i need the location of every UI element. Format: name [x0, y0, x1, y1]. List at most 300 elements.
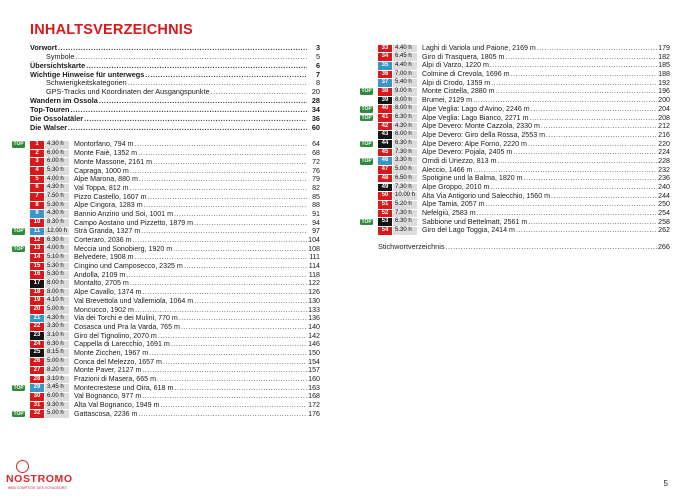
tour-page: 236: [658, 174, 670, 183]
tour-entry[interactable]: [13, 409, 320, 419]
tour-number-badge: 5: [30, 176, 44, 184]
tour-duration: 4.00 h: [45, 245, 69, 253]
tour-number-badge: 17: [30, 280, 44, 288]
tour-entry[interactable]: [378, 174, 670, 183]
tour-page: 262: [658, 226, 670, 235]
tour-number-badge: 52: [378, 210, 392, 218]
leader-dots: [144, 201, 307, 210]
tour-entry[interactable]: [30, 201, 320, 210]
tour-page: 108: [308, 244, 320, 253]
tour-page: 79: [312, 175, 320, 184]
tour-duration: 5.30 h: [393, 227, 417, 235]
tour-number-badge: 11: [30, 228, 44, 236]
tour-duration: 4.10 h: [45, 297, 69, 305]
tour-title: Alpe Marona, 880 m: [74, 175, 138, 184]
tour-page: 212: [658, 122, 670, 131]
tour-entry[interactable]: [13, 244, 320, 254]
tour-entry[interactable]: [30, 323, 320, 332]
tour-number-badge: 43: [378, 131, 392, 139]
tour-number-badge: 37: [378, 79, 392, 87]
tour-entry[interactable]: [378, 70, 670, 79]
page-title: INHALTSVERZEICHNIS: [30, 22, 193, 38]
tour-entry[interactable]: [30, 332, 320, 341]
leader-dots: [145, 71, 307, 80]
top-badge: TOP: [13, 228, 24, 235]
tour-title: Alpe Tamia, 2057 m: [422, 200, 485, 209]
leader-dots: [179, 314, 307, 323]
tour-entry[interactable]: [30, 167, 320, 176]
tour-duration: 5.00 h: [45, 410, 69, 418]
tour-page: 185: [658, 61, 670, 70]
tour-duration: 3.10 h: [45, 332, 69, 340]
tour-number-badge: 29: [30, 384, 44, 392]
tour-duration: 8.30 h: [45, 219, 69, 227]
tour-page: 163: [308, 383, 320, 392]
tour-duration: 7.30 h: [393, 184, 417, 192]
leader-dots: [171, 340, 307, 349]
top-badge: TOP: [361, 114, 372, 121]
tour-entry[interactable]: [13, 383, 320, 393]
leader-dots: [149, 349, 307, 358]
tour-duration: 12.00 h: [47, 227, 68, 234]
toc-entry-title: Top-Touren: [30, 104, 70, 114]
tour-page: 88: [312, 201, 320, 210]
leader-dots: [148, 193, 307, 202]
tour-duration: 7.30 h: [393, 210, 417, 218]
tour-title: Alpe Devero: Pojala, 2405 m: [422, 148, 513, 157]
leader-dots: [516, 226, 657, 235]
toc-entry-title: Schwierigkeitskategorien: [46, 78, 127, 88]
tour-number-badge: 12: [30, 237, 44, 245]
tour-number-badge: 9: [30, 210, 44, 218]
tour-entry[interactable]: [30, 314, 320, 323]
tour-title: Alpi di Varzo, 1220 m: [422, 61, 489, 70]
tour-title: Pizzo Castello, 1607 m: [74, 192, 147, 201]
tour-entry[interactable]: [378, 53, 670, 62]
tour-title: Monte Faiè, 1352 m: [74, 149, 138, 158]
tour-number-badge: 32: [30, 410, 44, 418]
tour-duration: 7.30 h: [393, 149, 417, 157]
tour-duration: 6.30 h: [45, 341, 69, 349]
tour-title: Via dei Torchi e dei Mulini, 770 m: [74, 314, 178, 323]
leader-dots: [546, 131, 657, 140]
toc-entry-title: Wichtige Hinweise für unterwegs: [30, 69, 145, 79]
leader-dots: [511, 70, 657, 79]
tour-page: 196: [658, 87, 670, 96]
tour-entry[interactable]: [378, 192, 670, 201]
watermark-stamp: [4, 460, 82, 496]
tour-title: Corteraro, 2036 m: [74, 236, 132, 244]
tour-entry[interactable]: [361, 104, 670, 114]
tour-page: 179: [658, 44, 670, 52]
tour-number-badge: 44: [378, 140, 392, 148]
tour-page: 111: [309, 253, 320, 262]
tour-number-badge: 19: [30, 297, 44, 305]
toc-entry-page: 20: [311, 87, 320, 97]
tour-title: Alpe Groppo, 2010 m: [422, 183, 490, 191]
leader-dots: [496, 87, 657, 96]
tour-page: 200: [658, 96, 670, 105]
tour-entry[interactable]: [378, 200, 670, 209]
top-badge: TOP: [13, 384, 24, 391]
tour-page: 114: [308, 262, 320, 271]
tour-number-badge: 6: [30, 184, 44, 192]
tour-duration: 8.00 h: [45, 289, 69, 297]
tour-title: Laghi di Variola und Paione, 2169 m: [422, 44, 536, 52]
leader-dots: [138, 410, 307, 419]
leader-dots: [133, 236, 307, 245]
tour-title: Alpe Veglia: Lago Bianco, 2271 m: [422, 113, 529, 122]
tour-entry[interactable]: [361, 139, 670, 149]
tour-entry[interactable]: [30, 297, 320, 306]
leader-dots: [194, 297, 307, 306]
tour-page: 150: [308, 348, 320, 357]
tour-title: Cosasca und Pra la Varda, 765 m: [74, 322, 180, 331]
tour-entry[interactable]: [361, 217, 670, 227]
tour-number-badge: 49: [378, 184, 392, 192]
tour-entry[interactable]: [378, 183, 670, 192]
tour-duration: 4.30 h: [45, 210, 69, 218]
tour-number-badge: 51: [378, 201, 392, 209]
tour-title: Frazioni di Masera, 665 m: [74, 375, 157, 383]
tour-page: 154: [308, 357, 320, 366]
tour-number-badge: 45: [378, 149, 392, 157]
tour-title: Moncucco, 1902 m: [74, 305, 134, 314]
leader-dots: [139, 175, 307, 184]
tour-number-badge: 25: [30, 349, 44, 357]
tour-page: 208: [658, 113, 670, 122]
tour-entry[interactable]: [30, 184, 320, 193]
tour-entry[interactable]: [30, 288, 320, 297]
tour-duration: 7.00 h: [393, 71, 417, 79]
toc-entry-page: 6: [315, 60, 320, 70]
leader-dots: [126, 271, 307, 280]
tour-entry[interactable]: [30, 210, 320, 219]
tour-page: 172: [308, 401, 320, 410]
leader-dots: [130, 279, 307, 288]
toc-entry-page: 5: [315, 51, 320, 61]
leader-dots: [68, 124, 307, 133]
tour-title: Nefelgiù, 2583 m: [422, 209, 476, 218]
tour-number-badge: 20: [30, 306, 44, 314]
tour-title: Alpe Cavallo, 1374 m: [74, 288, 142, 297]
tour-number-badge: 28: [30, 376, 44, 384]
tour-duration: 4.40 h: [393, 45, 417, 53]
tour-entry[interactable]: [30, 262, 320, 271]
tour-number-badge: 54: [378, 227, 392, 235]
toc-entry-page: 60: [311, 122, 320, 132]
tour-duration: 8.00 h: [393, 97, 417, 105]
tour-title: Val Bognanco, 977 m: [74, 392, 142, 401]
tour-duration: 6.30 h: [393, 114, 417, 122]
tour-duration: 3.10 h: [45, 376, 69, 384]
tour-page: 204: [658, 104, 670, 113]
leader-dots: [58, 44, 307, 53]
tour-entry[interactable]: [30, 375, 320, 384]
tour-title: Cingino und Camposecco, 2325 m: [74, 262, 183, 271]
tour-title: Brumei, 2129 m: [422, 96, 473, 105]
tour-duration: 9.30 h: [45, 402, 69, 410]
tour-duration: 6.00 h: [45, 393, 69, 401]
stamp-subtitle: WEB COMPTOIR DES VOYAGEURS: [8, 486, 67, 490]
tour-entry[interactable]: [30, 279, 320, 288]
top-badge: TOP: [361, 140, 372, 147]
toc-entry[interactable]: [30, 115, 320, 124]
spacer: [30, 132, 320, 140]
tour-duration: 4.30 h: [45, 141, 69, 149]
tour-page: 244: [658, 191, 670, 200]
tour-number-badge: 15: [30, 263, 44, 271]
tour-entry[interactable]: [30, 358, 320, 367]
tour-title: Cappella di Larecchio, 1691 m: [74, 340, 170, 349]
leader-dots: [524, 174, 657, 183]
leader-dots: [174, 210, 307, 219]
tour-duration: 6.45 h: [393, 53, 417, 61]
tour-entry[interactable]: [30, 193, 320, 202]
leader-dots: [174, 384, 307, 393]
toc-entry-page: 3: [315, 43, 320, 52]
top-badge: TOP: [361, 105, 372, 112]
tour-page: 91: [312, 209, 320, 218]
tour-title: Orridi di Uriezzo, 813 m: [422, 156, 497, 165]
tour-entry[interactable]: [30, 340, 320, 349]
tour-title: Giro del Tignolino, 2070 m: [74, 331, 157, 340]
tour-duration: 5.30 h: [45, 271, 69, 279]
leader-dots: [194, 219, 307, 228]
tour-page: 146: [308, 340, 320, 349]
tour-number-badge: 46: [378, 157, 392, 165]
tour-duration: 3.30 h: [393, 157, 417, 165]
leader-dots: [473, 166, 657, 175]
tour-duration: 5.30 h: [45, 263, 69, 271]
tour-number-badge: 30: [30, 393, 44, 401]
tour-number-badge: 16: [30, 271, 44, 279]
tour-duration: 9.00 h: [393, 88, 417, 96]
tour-title: Alpe Devero: Alpe Forno, 2220 m: [422, 139, 527, 148]
tour-duration: 5.40 h: [393, 79, 417, 87]
tour-number-badge: 8: [30, 202, 44, 210]
stamp-globe-icon: [16, 460, 29, 473]
tour-title: Capraga, 1000 m: [74, 166, 129, 175]
tour-entry[interactable]: [13, 140, 320, 149]
tour-page: 118: [308, 270, 320, 279]
tour-duration: 5.10 h: [45, 254, 69, 262]
top-badge: TOP: [361, 157, 372, 164]
tour-number-badge: 22: [30, 323, 44, 331]
tour-title: Alpe Devero: Giro della Rossa, 2553 m: [422, 130, 546, 139]
tour-page: 157: [308, 366, 320, 375]
tour-title: Belvedere, 1908 m: [74, 253, 134, 262]
tour-title: Monte Zicchen, 1967 m: [74, 348, 149, 357]
tour-page: 94: [312, 218, 320, 227]
tour-number-badge: 1: [30, 141, 44, 149]
tour-number-badge: 3: [30, 158, 44, 166]
tour-duration: 6.30 h: [393, 140, 417, 148]
tour-entry[interactable]: [378, 131, 670, 140]
tour-page: 97: [312, 227, 320, 236]
tour-title: Giro del Lago Toggia, 2414 m: [422, 226, 515, 235]
tour-page: 220: [658, 139, 670, 148]
toc-entry-page: 36: [311, 113, 320, 123]
tour-page: 64: [312, 140, 320, 149]
tour-entry[interactable]: [30, 392, 320, 401]
leader-dots: [157, 375, 307, 384]
tour-number-badge: 35: [378, 62, 392, 70]
tour-number-badge: 42: [378, 123, 392, 131]
toc-left-column: [13, 43, 320, 418]
tour-title: Meccia und Sonobierg, 1920 m: [74, 244, 173, 253]
tour-entry[interactable]: [30, 158, 320, 167]
tour-title: Giro di Trasquera, 1805 m: [422, 52, 505, 61]
toc-entry-title: Die Ossolatäler: [30, 113, 84, 123]
tour-page: 76: [312, 166, 320, 175]
leader-dots: [141, 227, 307, 236]
tour-entry[interactable]: [30, 149, 320, 158]
tour-entry[interactable]: [30, 349, 320, 358]
tour-number-badge: 21: [30, 315, 44, 323]
tour-number-badge: 48: [378, 175, 392, 183]
page-number: 5: [663, 479, 668, 488]
toc-entry[interactable]: [30, 97, 320, 106]
tour-number-badge: 34: [378, 53, 392, 61]
tour-number-badge: 40: [378, 105, 392, 113]
top-badge: TOP: [361, 218, 372, 225]
tour-number-badge: 14: [30, 254, 44, 262]
tour-title: Montorfano, 794 m: [74, 140, 134, 149]
leader-dots: [142, 366, 307, 375]
tour-number-badge: 33: [378, 45, 392, 53]
tour-duration: 3.45 h: [45, 384, 69, 392]
tour-entry[interactable]: [30, 401, 320, 410]
tour-entry[interactable]: [30, 236, 320, 245]
leader-dots: [130, 167, 307, 176]
leader-dots: [211, 88, 307, 97]
tour-duration: 6.50 h: [393, 175, 417, 183]
toc-entry-title: GPS-Tracks und Koordinaten der Ausgangspunkte: [46, 87, 210, 97]
stamp-label: NOSTROMO: [6, 473, 73, 485]
tour-page: 82: [312, 183, 320, 192]
index-entry[interactable]: [378, 243, 670, 252]
tour-entry[interactable]: [378, 96, 670, 105]
tour-entry[interactable]: [378, 209, 670, 218]
tour-duration: 5.00 h: [45, 358, 69, 366]
index-entry-title: Stichwortverzeichnis: [378, 242, 445, 252]
tour-title: Alpe Veglia: Lago d'Avino, 2246 m: [422, 104, 530, 113]
tour-duration: 5.30 h: [45, 202, 69, 210]
tour-duration: 4.30 h: [393, 123, 417, 131]
tour-page: 168: [308, 392, 320, 401]
tour-entry[interactable]: [30, 271, 320, 280]
leader-dots: [490, 61, 657, 70]
top-badge: TOP: [13, 410, 24, 417]
leader-dots: [541, 122, 657, 131]
leader-dots: [537, 44, 657, 53]
leader-dots: [75, 53, 307, 62]
tour-duration: 8.15 h: [45, 349, 69, 357]
tour-entry[interactable]: [13, 227, 320, 236]
tour-page: 85: [312, 192, 320, 201]
tour-page: 72: [312, 157, 320, 166]
tour-number-badge: 41: [378, 114, 392, 122]
tour-entry[interactable]: [361, 87, 670, 96]
tour-entry[interactable]: [378, 122, 670, 131]
toc-entry-title: Vorwort: [30, 43, 58, 52]
tour-duration: 5.30 h: [45, 167, 69, 175]
tour-duration: 4.40 h: [393, 62, 417, 70]
leader-dots: [130, 184, 307, 193]
toc-entry-page: 28: [311, 96, 320, 106]
tour-entry[interactable]: [378, 148, 670, 157]
tour-list-right: [361, 44, 670, 235]
tour-page: 188: [658, 70, 670, 79]
tour-page: 133: [308, 305, 320, 314]
tour-number-badge: 2: [30, 150, 44, 158]
tour-entry[interactable]: [30, 366, 320, 375]
leader-dots: [491, 79, 657, 88]
tour-number-badge: 13: [30, 245, 44, 253]
tour-title: Alpi di Crodo, 1359 m: [422, 78, 491, 87]
tour-number-badge: 23: [30, 332, 44, 340]
tour-entry[interactable]: [378, 166, 670, 175]
tour-title: Alta Val Bognanco, 1949 m: [74, 401, 160, 410]
top-badge: TOP: [361, 88, 372, 95]
leader-dots: [528, 140, 657, 149]
tour-duration: 6.30 h: [393, 218, 417, 226]
tour-title: Gattascosa, 2236 m: [74, 409, 138, 418]
tour-title: Spotigine und la Balma, 1820 m: [422, 174, 523, 183]
tour-entry[interactable]: [30, 306, 320, 315]
tour-page: 68: [312, 149, 320, 158]
tour-number-badge: 31: [30, 402, 44, 410]
tour-title: Montalto, 2705 m: [74, 279, 129, 288]
tour-number-badge: 47: [378, 166, 392, 174]
tour-entry[interactable]: [378, 61, 670, 70]
tour-duration: 7.50 h: [45, 193, 69, 201]
tour-number-badge: 36: [378, 71, 392, 79]
leader-dots: [142, 288, 307, 297]
index-entry-page: 266: [657, 242, 670, 252]
tour-entry[interactable]: [30, 175, 320, 184]
tour-page: 104: [308, 236, 320, 244]
tour-list-left: [13, 140, 320, 418]
tour-entry[interactable]: [378, 79, 670, 88]
tour-entry[interactable]: [361, 156, 670, 166]
tour-entry[interactable]: [30, 219, 320, 228]
tour-title: Alta Via Antigorio und Salecchio, 1560 m: [422, 191, 551, 200]
leader-dots: [486, 200, 657, 209]
toc-entry[interactable]: [30, 124, 320, 133]
tour-title: Alpe Cingora, 1283 m: [74, 201, 143, 210]
tour-page: 176: [308, 409, 320, 418]
leader-dots: [528, 218, 657, 227]
tour-entry[interactable]: [30, 253, 320, 262]
tour-page: 140: [308, 322, 320, 331]
tour-duration: 10.00 h: [395, 192, 416, 199]
tour-page: 228: [658, 156, 670, 165]
tour-duration: 5.00 h: [45, 306, 69, 314]
toc-right-column: [361, 44, 670, 252]
leader-dots: [153, 158, 307, 167]
tour-duration: 4.30 h: [45, 184, 69, 192]
tour-page: 240: [658, 183, 670, 191]
tour-entry[interactable]: [378, 44, 670, 53]
tour-entry[interactable]: [361, 113, 670, 123]
leader-dots: [477, 209, 657, 218]
toc-entry-title: Wandern im Ossola: [30, 96, 98, 106]
tour-page: 224: [658, 148, 670, 157]
tour-page: 182: [658, 52, 670, 61]
tour-entry[interactable]: [378, 226, 670, 235]
